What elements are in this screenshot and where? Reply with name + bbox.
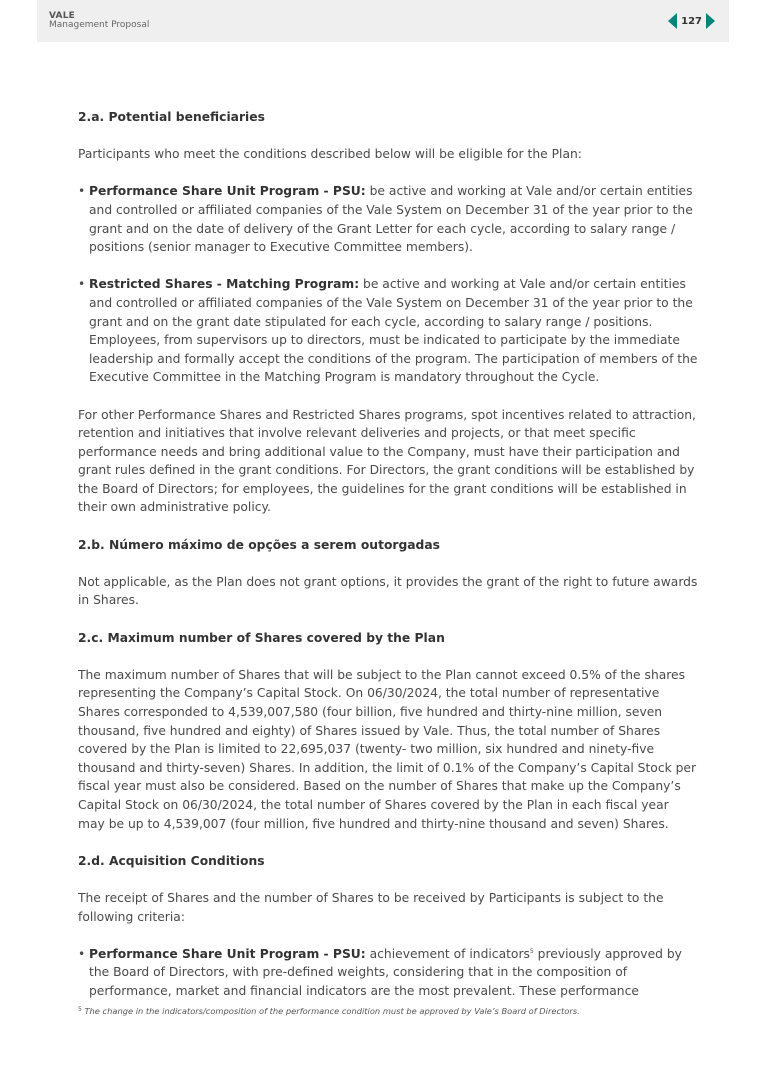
footnote-text: The change in the indicators/composition of the performance condition must be approved by Vale’s Board of Directors. <box>81 1006 580 1016</box>
bullet-label: Restricted Shares - Matching Program: <box>89 277 360 292</box>
page-header <box>37 0 729 42</box>
bullet-text: be active and working at Vale and/or certain entities and controlled or affiliated companies of the Vale System on December 31 of the year prior to the grant and on the grant date stipulated for each cycle, according to salary range / positions. Employees, from supervisors up to directors, must be indicated to participate by the immediate leadership and formally accept the conditions of the program. The participation of members of the Executive Committee in the Matching Program is mandatory throughout the Cycle. <box>89 277 698 385</box>
section-2b-text: Not applicable, as the Plan does not grant options, it provides the grant of the right to future awards in Shares. <box>78 574 698 608</box>
next-page-icon[interactable] <box>706 13 715 29</box>
page-number: 127 <box>681 15 702 27</box>
brand-name: VALE <box>49 11 76 21</box>
section-2c-text: The maximum number of Shares that will be subject to the Plan cannot exceed 0.5% of the shares representing the Company’s Capital Stock. On 06/30/2024, the total number of representative Shares corresponded to 4,539,007,580 (four billion, five hundred and thirty-nine million, seven thousand, five hundred and eighty) of Shares issued by Vale. Thus, the total number of Shares covered by the Plan is limited to 22,695,037 (twenty- two million, six hundred and ninety-five thousand and thirty-seven) Shares. In addition, the limit of 0.1% of the Company’s Capital Stock per fiscal year must also be considered. Based on the number of Shares that make up the Company’s Capital Stock on 06/30/2024, the total number of Shares covered by the Plan in each fiscal year may be up to 4,539,007 (four million, five hundred and thirty-nine thousand and seven) Shares. <box>78 667 697 831</box>
brand-block <box>49 12 149 31</box>
bullet-text: be active and working at Vale and/or certain entities and controlled or affiliated companies of the Vale System on December 31 of the year prior to the grant and on the date of delivery of the Grant Letter for each cycle, according to salary range / positions (senior manager to Executive Committee members). <box>89 184 693 255</box>
footnote-marker: 5 <box>78 1006 82 1013</box>
section-heading-2a: 2.a. Potential beneficiaries <box>78 110 265 124</box>
bullet-text: achievement of indicators <box>365 946 530 961</box>
bullet-psu-acquisition <box>78 945 698 1001</box>
footnote-reference[interactable]: 5 <box>529 947 534 955</box>
section-heading-2b: 2.b. Número máximo de opções a serem outorgadas <box>78 537 440 552</box>
page-navigation <box>668 13 715 29</box>
bullet-psu-eligibility <box>78 182 698 256</box>
section-2a-other-programs: For other Performance Shares and Restricted Shares programs, spot incentives related to attraction, retention and initiatives that involve relevant deliveries and projects, or that meet specific performance needs and bring additional value to the Company, must have their participation and grant rules defined in the grant conditions. For Directors, the grant conditions will be established by the Board of Directors; for employees, the guidelines for the grant conditions will be established in their own administrative policy. <box>78 407 696 515</box>
section-heading-2c: 2.c. Maximum number of Shares covered by the Plan <box>78 630 445 645</box>
section-2d-intro: The receipt of Shares and the number of Shares to be received by Participants is subject to the following criteria: <box>78 890 664 924</box>
document-subtitle: Management Proposal <box>49 20 150 31</box>
document-body <box>78 108 698 1001</box>
bullet-matching-eligibility <box>78 275 698 387</box>
bullet-text-continued: previously approved by the Board of Directors, with pre-defined weights, considering that in the composition of performance, market and financial indicators are the most prevalent. These performance <box>89 946 682 998</box>
section-2a-intro: Participants who meet the conditions described below will be eligible for the Plan: <box>78 147 582 162</box>
section-heading-2d: 2.d. Acquisition Conditions <box>78 853 265 868</box>
bullet-label: Performance Share Unit Program - PSU: <box>89 184 366 199</box>
footnote <box>78 1005 698 1017</box>
previous-page-icon[interactable] <box>668 13 677 29</box>
bullet-label: Performance Share Unit Program - PSU: <box>89 946 366 961</box>
